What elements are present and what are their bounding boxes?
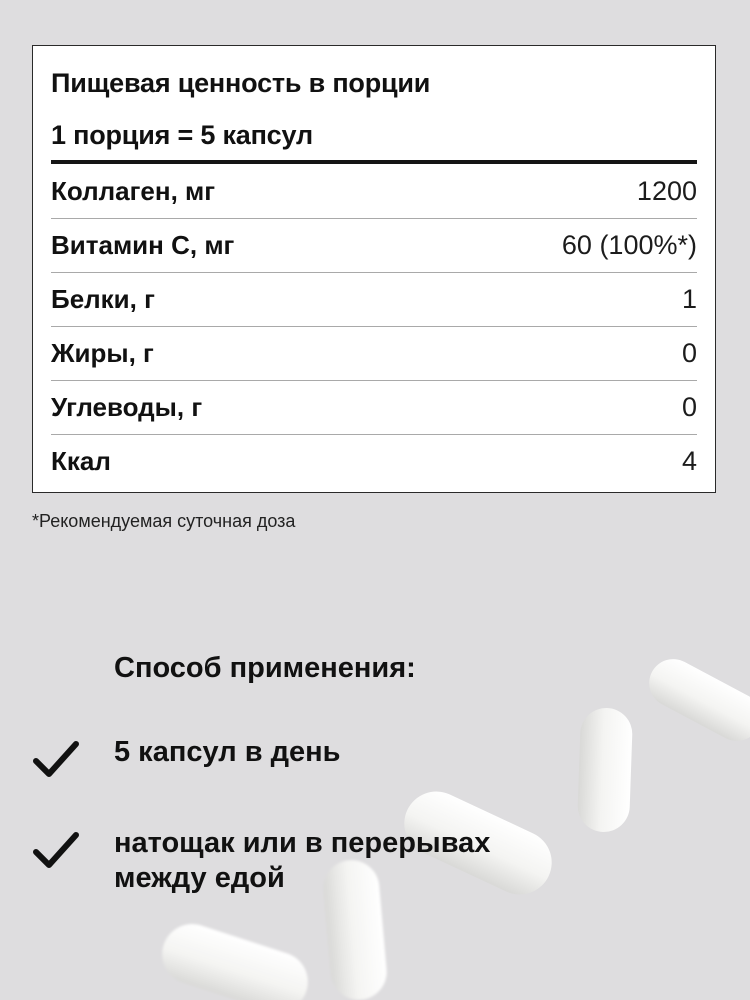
footnote: *Рекомендуемая суточная доза bbox=[32, 511, 296, 531]
nutrient-label: Коллаген, мг bbox=[51, 175, 216, 206]
nutrient-label: Ккал bbox=[51, 445, 111, 476]
capsule-5 bbox=[154, 916, 315, 1000]
check-icon bbox=[32, 826, 80, 874]
capsule-1 bbox=[641, 651, 750, 750]
nutrient-label: Углеводы, г bbox=[51, 391, 203, 422]
nutrient-value: 0 bbox=[681, 337, 697, 368]
nutrient-value: 1 bbox=[681, 283, 697, 314]
serving-size: 1 порция = 5 капсул bbox=[51, 120, 313, 150]
nutrient-value: 60 (100%*) bbox=[561, 229, 697, 260]
capsule-2 bbox=[577, 707, 633, 833]
nutrient-value: 4 bbox=[681, 445, 697, 476]
nutrient-value: 1200 bbox=[636, 175, 697, 206]
nutrient-label: Белки, г bbox=[51, 283, 155, 314]
nutrient-label: Жиры, г bbox=[51, 337, 154, 368]
nutrition-title: Пищевая ценность в порции bbox=[51, 68, 431, 98]
usage-title: Способ применения: bbox=[114, 652, 416, 684]
nutrient-label: Витамин С, мг bbox=[51, 229, 235, 260]
usage-text: натощак или в перерывах между едой bbox=[114, 827, 491, 894]
check-icon bbox=[32, 735, 80, 783]
usage-text: 5 капсул в день bbox=[114, 736, 341, 768]
nutrient-value: 0 bbox=[681, 391, 697, 422]
